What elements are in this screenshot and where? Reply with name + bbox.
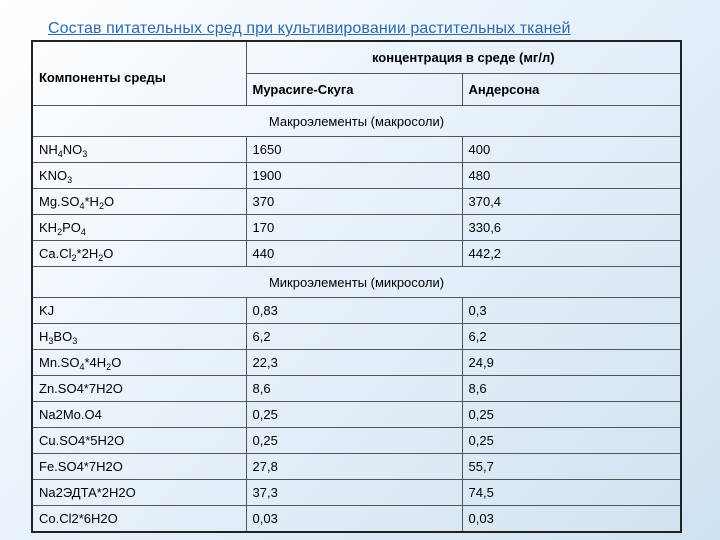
ms-value-cell: 440 [246,241,462,267]
formula-part: *H [84,194,99,209]
component-cell [32,480,246,506]
table-body [32,41,681,532]
macro-section-label: Макроэлементы (макросоли) [32,106,681,137]
formula-subscript: 4 [79,201,85,211]
component-cell [32,163,246,189]
formula-part: KH [39,220,58,235]
anderson-value-cell: 0,3 [462,298,681,324]
formula-part: Zn.SO4*7H2O [39,381,123,396]
table-row [32,350,681,376]
ms-value-cell: 0,25 [246,402,462,428]
formula-part: Mg.SO [39,194,80,209]
ms-value-cell: 370 [246,189,462,215]
table-row [32,137,681,163]
anderson-value-cell: 442,2 [462,241,681,267]
table-row [32,376,681,402]
formula-part: Ca.Cl [39,246,72,261]
component-cell [32,428,246,454]
ms-value-cell: 37,3 [246,480,462,506]
formula-part: O [111,355,122,370]
formula-part: Mn.SO [39,355,80,370]
ms-value-cell: 1900 [246,163,462,189]
table-row [32,428,681,454]
table-row [32,402,681,428]
formula-part: H [39,329,49,344]
ms-value-cell: 27,8 [246,454,462,480]
anderson-value-cell: 55,7 [462,454,681,480]
formula-part: *2H [76,246,99,261]
formula-subscript: 2 [71,253,77,263]
table-row [32,215,681,241]
table-row [32,480,681,506]
formula-subscript: 2 [98,253,104,263]
formula-subscript: 2 [98,201,104,211]
table-row [32,454,681,480]
formula-part: Na2ЭДТА*2H2O [39,485,136,500]
table-row [32,241,681,267]
slide-title: Состав питательных сред при культивировании растительных тканей [48,20,571,37]
component-cell [32,137,246,163]
table-row [32,506,681,533]
component-cell [32,298,246,324]
anderson-value-cell: 0,03 [462,506,681,533]
formula-subscript: 3 [82,149,88,159]
anderson-column-header: Андерсона [462,74,681,106]
formula-part: O [103,194,115,209]
anderson-value-cell: 24,9 [462,350,681,376]
formula-part: PO [62,220,81,235]
macro-section-row [32,106,681,137]
table-row [32,163,681,189]
formula-subscript: 3 [67,175,73,185]
anderson-value-cell: 6,2 [462,324,681,350]
ms-value-cell: 0,83 [246,298,462,324]
component-cell [32,402,246,428]
formula-part: Na2Mo.O4 [39,407,102,422]
ms-value-cell: 0,25 [246,428,462,454]
component-cell [32,215,246,241]
anderson-value-cell: 0,25 [462,428,681,454]
ms-value-cell: 22,3 [246,350,462,376]
formula-part: O [103,246,114,261]
formula-part: Fe.SO4*7H2O [39,459,123,474]
ms-value-cell: 1650 [246,137,462,163]
formula-part: Cu.SO4*5H2O [39,433,125,448]
component-cell [32,454,246,480]
anderson-value-cell: 0,25 [462,402,681,428]
formula-subscript: 3 [72,336,78,346]
component-cell [32,241,246,267]
ms-value-cell: 0,03 [246,506,462,533]
component-cell [32,189,246,215]
anderson-value-cell: 8,6 [462,376,681,402]
ms-value-cell: 8,6 [246,376,462,402]
formula-part: *4H [84,355,107,370]
formula-part: BO [53,329,73,344]
micro-section-label: Микроэлементы (микросоли) [32,267,681,298]
formula-subscript: 4 [57,149,63,159]
anderson-value-cell: 330,6 [462,215,681,241]
components-header: Компоненты среды [32,41,246,106]
formula-part: KNO [39,168,68,183]
anderson-value-cell: 370,4 [462,189,681,215]
formula-part: NO [62,142,83,157]
ms-value-cell: 6,2 [246,324,462,350]
component-cell [32,376,246,402]
formula-part: KJ [39,303,55,318]
media-composition-table [31,40,682,533]
table-row [32,189,681,215]
formula-subscript: 3 [48,336,54,346]
formula-subscript: 4 [79,362,85,372]
formula-subscript: 4 [80,227,86,237]
micro-section-row [32,267,681,298]
anderson-value-cell: 400 [462,137,681,163]
ms-column-header: Мурасиге-Скуга [246,74,462,106]
formula-part: NH [39,142,58,157]
component-cell [32,350,246,376]
table-row [32,324,681,350]
formula-subscript: 2 [57,227,63,237]
component-cell [32,506,246,533]
formula-subscript: 2 [106,362,112,372]
media-composition-table-wrap [31,40,680,533]
ms-value-cell: 170 [246,215,462,241]
component-cell [32,324,246,350]
anderson-value-cell: 74,5 [462,480,681,506]
header-row-1 [32,41,681,74]
anderson-value-cell: 480 [462,163,681,189]
formula-part: Co.Cl2*6H2O [39,511,118,526]
concentration-header: концентрация в среде (мг/л) [246,41,681,74]
table-row [32,298,681,324]
